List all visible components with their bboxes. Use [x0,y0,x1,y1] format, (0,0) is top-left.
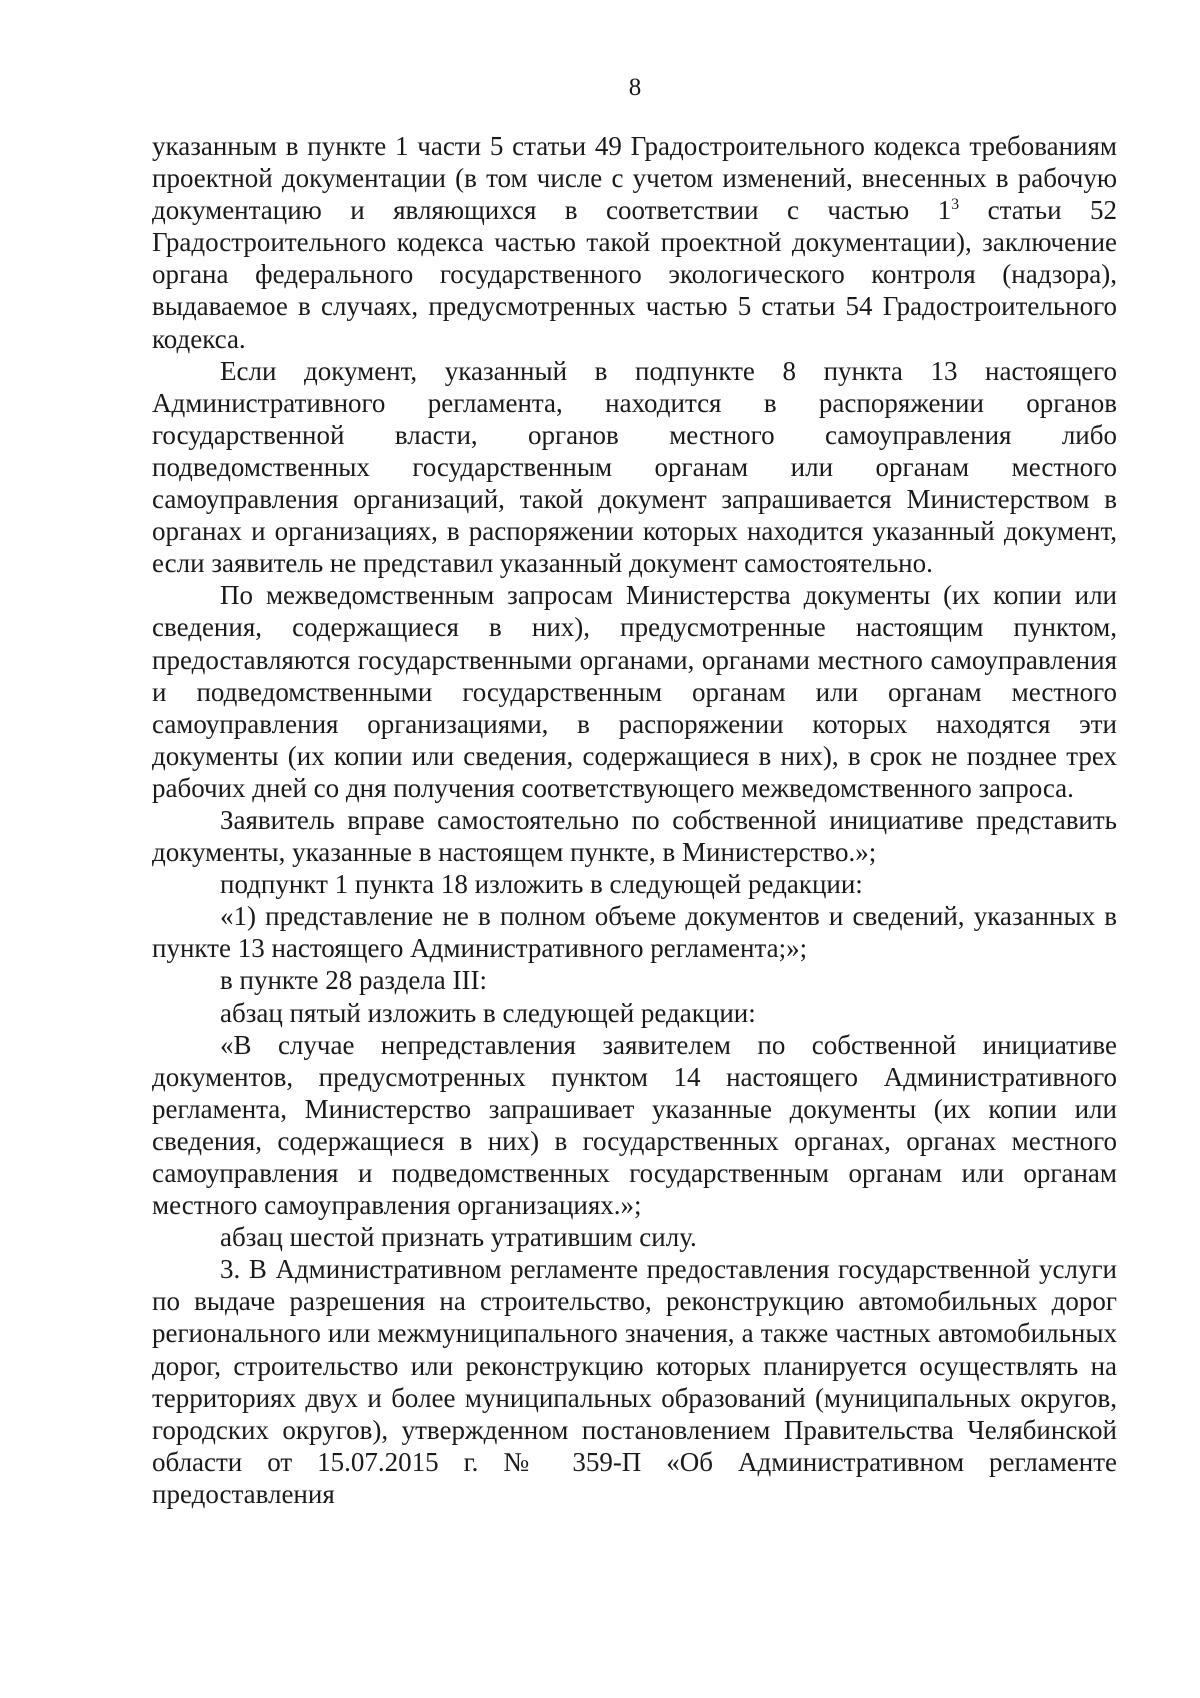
paragraph-1 [152,130,1117,355]
paragraph-10: абзац шестой признать утратившим силу. [220,1222,697,1253]
paragraph-6: «1) представление не в полном объеме документов и сведений, указанных в пункте 13 настоящего Административного регламента;»; [152,901,1117,964]
paragraph-11: 3. В Административном регламенте предоставления государственной услуги по выдаче разрешения на строительство, реконструкцию автомобильных дорог регионального или межмуниципального значения, а также частных автомобильных дорог, строительство или реконструкцию которых планируется осуществлять на территориях двух и более муниципальных образований (муниципальных округов, городских округов), утвержденном постановлением Правительства Челябинской области от 15.07.2015 г. № 359-П «Об Административном регламенте предоставления [152,1254,1117,1509]
paragraph-5: подпункт 1 пункта 18 изложить в следующей редакции: [220,869,863,900]
page-number: 8 [628,74,642,101]
paragraph-1-text-end: статьи 52 Градостроительного кодекса частью такой проектной документации), заключение органа федерального государственного экологического контроля (надзора), выдаваемое в случаях, предусмотренных частью 5 статьи 54 Градостроительного кодекса. [152,195,1117,354]
document-body [152,130,1117,1510]
paragraph-1-text-start: указанным в пункте 1 части 5 статьи 49 Градостроительного кодекса требованиям проектной документации (в том числе с учетом изменений, внесенных в рабочую документацию и являющихся в соответствии с частью 1 [152,131,1117,226]
paragraph-9: «В случае непредставления заявителем по собственной инициативе документов, предусмотренных пунктом 14 настоящего Административного регламента, Министерство запрашивает указанные документы (их копии или сведения, содержащиеся в них) в государственных органах, органах местного самоуправления и подведомственных государственным органам или органам местного самоуправления организациях.»; [152,1029,1117,1221]
paragraph-4: Заявитель вправе самостоятельно по собственной инициативе представить документы, указанные в настоящем пункте, в Министерство.»; [152,804,1117,868]
paragraph-8: абзац пятый изложить в следующей редакции: [220,997,756,1028]
paragraph-2: Если документ, указанный в подпункте 8 пункта 13 настоящего Административного регламента, находится в распоряжении органов государственной власти, органов местного самоуправления либо подведомственных государственным органам или органам местного самоуправления организаций, такой документ запрашивается Министерством в органах и организациях, в распоряжении которых находится указанный документ, если заявитель не представил указанный документ самостоятельно. [152,355,1117,579]
superscript-3: 3 [951,196,960,214]
paragraph-7: в пункте 28 раздела III: [220,965,488,996]
paragraph-3: По межведомственным запросам Министерства документы (их копии или сведения, содержащиеся в них), предусмотренные настоящим пунктом, предоставляются государственными органами, органами местного самоуправления и подведомственными государственным органам или органам местного самоуправления организациями, в распоряжении которых находятся эти документы (их копии или сведения, содержащиеся в них), в срок не позднее трех рабочих дней со дня получения соответствующего межведомственного запроса. [152,580,1117,803]
